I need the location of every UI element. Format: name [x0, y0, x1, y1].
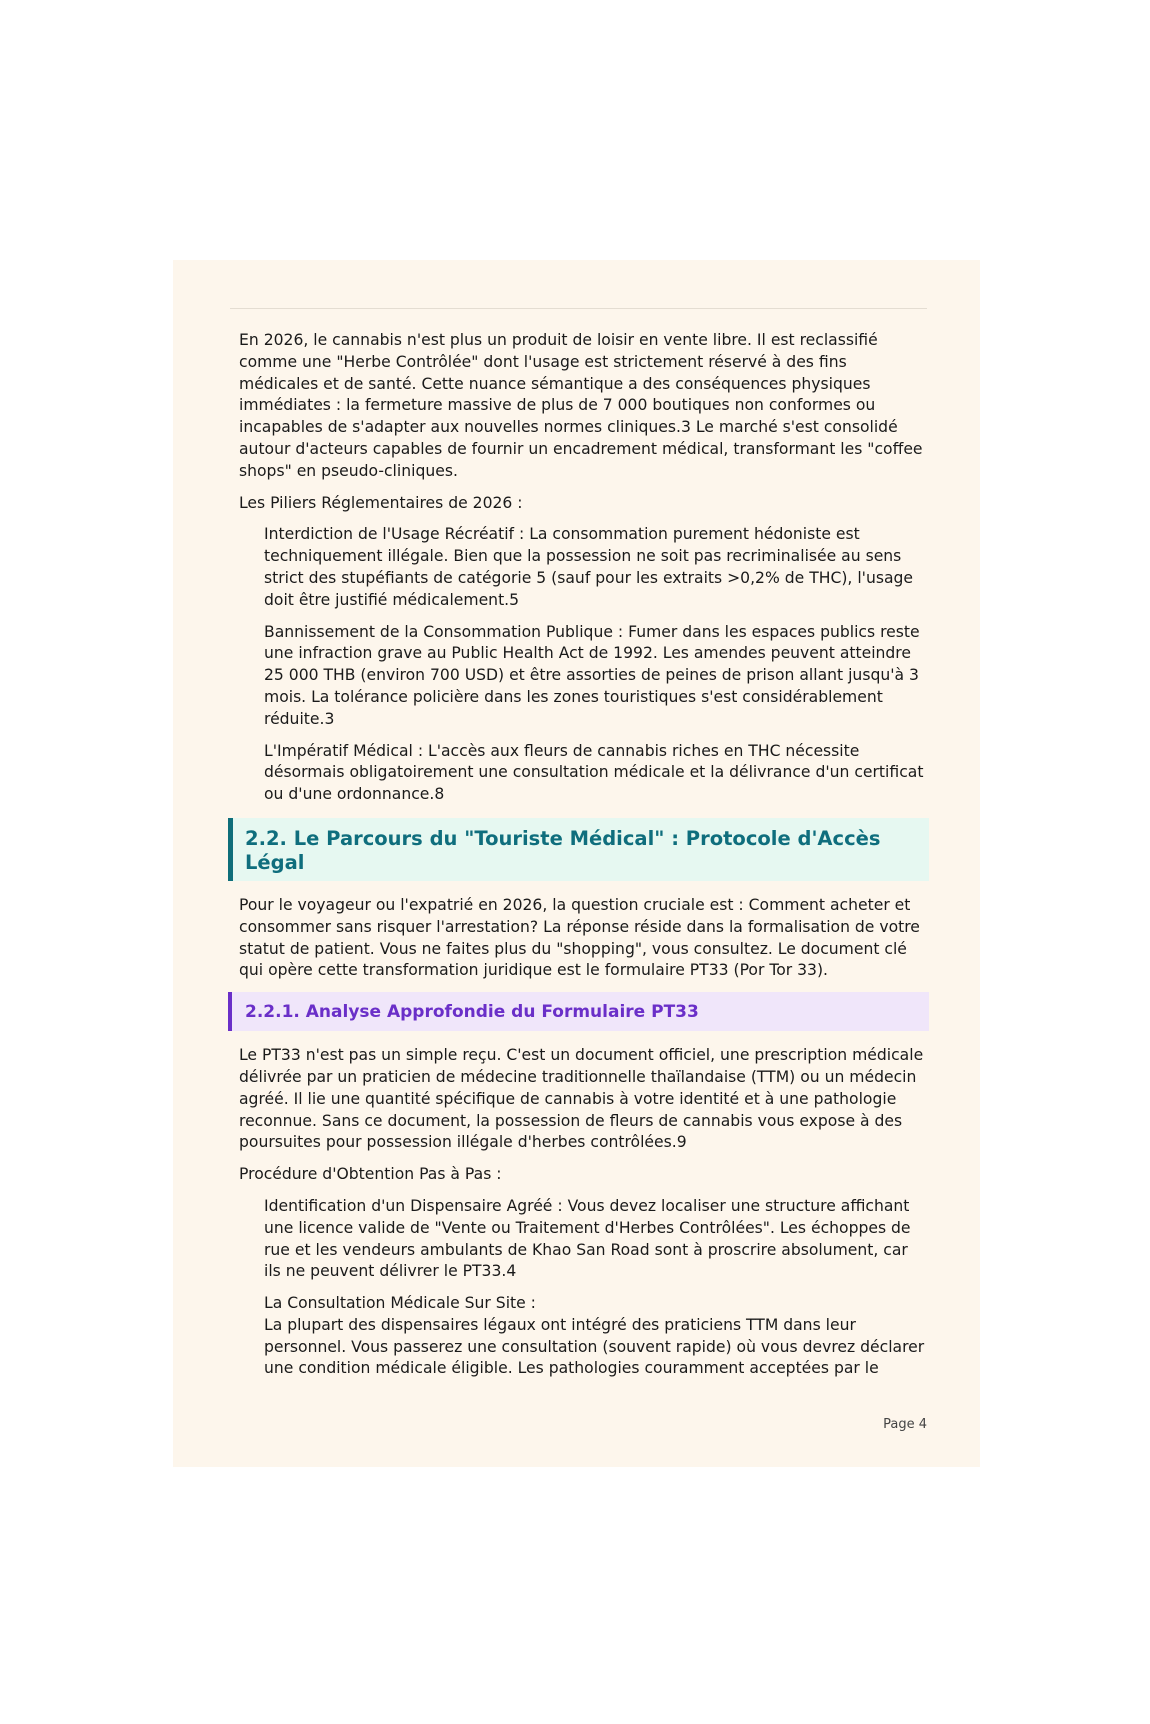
pillars-label: Les Piliers Réglementaires de 2026 :: [239, 493, 523, 512]
procedure-step-body: La plupart des dispensaires légaux ont intégré des praticiens TTM dans leur personnel. Vous passerez une consultation (souvent rapide) où vous devrez déclarer une condition médicale éligible. Les pathologies couramment acceptées par le: [264, 1315, 925, 1378]
procedure-steps: [239, 1196, 929, 1380]
page-content: [239, 330, 929, 1390]
section-2-2-1-paragraph: Le PT33 n'est pas un simple reçu. C'est un document officiel, une prescription médicale délivrée par un praticien de médecine traditionnelle thaïlandaise (TTM) ou un médecin agréé. Il lie une quantité spécifique de cannabis à votre identité et à une pathologie reconnue. Sans ce document, la possession de fleurs de cannabis vous expose à des poursuites pour possession illégale d'herbes contrôlées.9: [239, 1046, 924, 1152]
pillar-item: Interdiction de l'Usage Récréatif : La consommation purement hédoniste est techniquement illégale. Bien que la possession ne soit pas recriminalisée au sens strict des stupéfiants de catégorie 5 (sauf pour les extraits >0,2% de THC), l'usage doit être justifié médicalement.5: [264, 525, 914, 609]
pillar-item: Bannissement de la Consommation Publique : Fumer dans les espaces publics reste une infraction grave au Public Health Act de 1992. Les amendes peuvent atteindre 25 000 THB (environ 700 USD) et être assorties de peines de prison allant jusqu'à 3 mois. La tolérance policière dans les zones touristiques s'est considérablement réduite.3: [264, 622, 920, 728]
page-number: Page 4: [883, 1417, 927, 1432]
pillars-list: [239, 524, 929, 806]
section-heading-2-2: 2.2. Le Parcours du "Touriste Médical" : Protocole d'Accès Légal: [228, 818, 929, 881]
header-divider: [230, 308, 927, 309]
procedure-step-title: La Consultation Médicale Sur Site :: [264, 1294, 536, 1313]
procedure-label: Procédure d'Obtention Pas à Pas :: [239, 1165, 502, 1184]
pillar-item: L'Impératif Médical : L'accès aux fleurs de cannabis riches en THC nécessite désormais obligatoirement une consultation médicale et la délivrance d'un certificat ou d'une ordonnance.8: [264, 741, 924, 804]
section-heading-2-2-1: 2.2.1. Analyse Approfondie du Formulaire PT33: [228, 992, 929, 1031]
procedure-step: Identification d'un Dispensaire Agréé : Vous devez localiser une structure affichant une licence valide de "Vente ou Traitement d'Herbes Contrôlées". Les échoppes de rue et les vendeurs ambulants de Khao San Road sont à proscrire absolument, car ils ne peuvent délivrer le PT33.4: [264, 1196, 911, 1281]
intro-paragraph: En 2026, le cannabis n'est plus un produit de loisir en vente libre. Il est reclassifié comme une "Herbe Contrôlée" dont l'usage est strictement réservé à des fins médicales et de santé. Cette nuance sémantique a des conséquences physiques immédiates : la fermeture massive de plus de 7 000 boutiques non conformes ou incapables de s'adapter aux nouvelles normes cliniques.3 Le marché s'est consolidé autour d'acteurs capables de fournir un encadrement médical, transformant les "coffee shops" en pseudo-cliniques.: [239, 331, 923, 480]
document-page: [173, 260, 980, 1467]
section-2-2-paragraph: Pour le voyageur ou l'expatrié en 2026, la question cruciale est : Comment acheter et consommer sans risquer l'arrestation? La réponse réside dans la formalisation de votre statut de patient. Vous ne faites plus du "shopping", vous consultez. Le document clé qui opère cette transformation juridique est le formulaire PT33 (Por Tor 33).: [239, 895, 920, 980]
